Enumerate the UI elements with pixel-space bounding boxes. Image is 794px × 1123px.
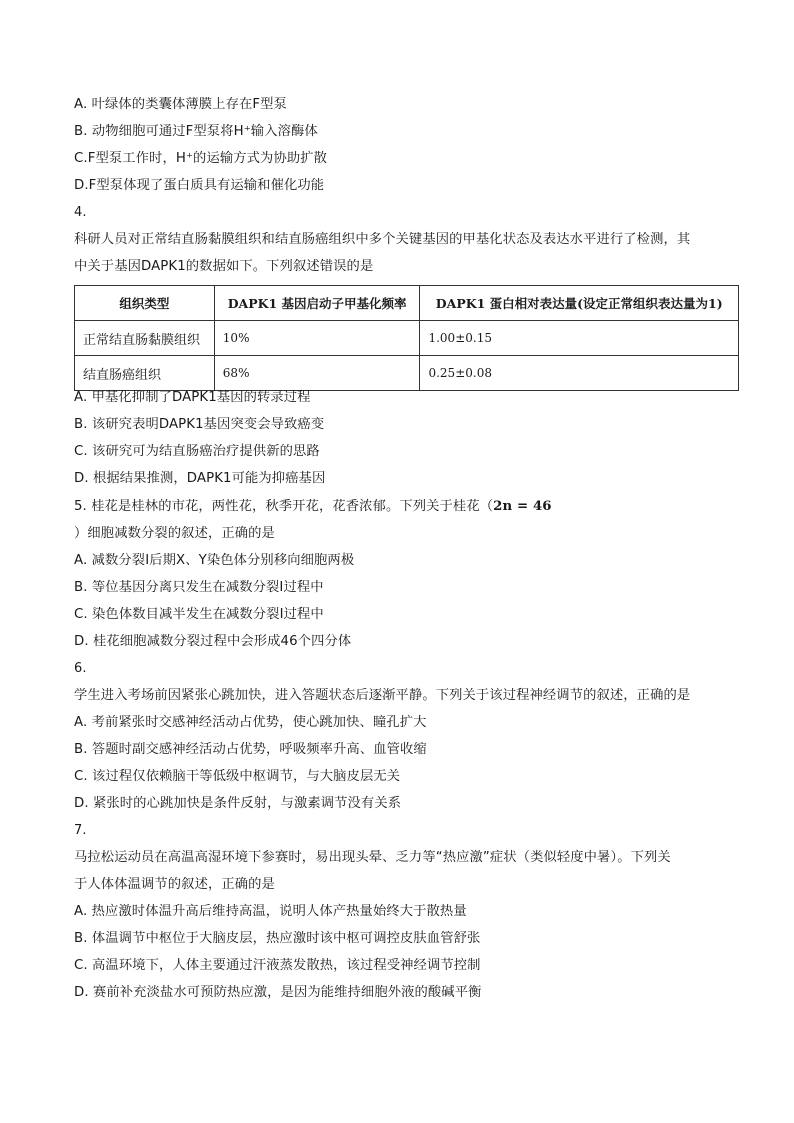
q7-stem-line1: 马拉松运动员在高温高湿环境下参赛时，易出现头晕、乏力等“热应激”症状（类似轻度中暑）。下列关 <box>74 850 671 865</box>
q6-option-b: B. 答题时副交感神经活动占优势，呼吸频率升高、血管收缩 <box>74 742 427 757</box>
q4-stem-line1: 科研人员对正常结直肠黏膜组织和结直肠癌组织中多个关键基因的甲基化状态及表达水平进行了检测，其 <box>74 232 691 247</box>
q5-option-c: C. 染色体数目减半发生在减数分裂Ⅰ过程中 <box>74 607 324 622</box>
table-cell: 0.25±0.08 <box>420 356 739 391</box>
q4-option-c: C. 该研究可为结直肠癌治疗提供新的思路 <box>74 444 320 459</box>
q6-option-c: C. 该过程仅依赖脑干等低级中枢调节，与大脑皮层无关 <box>74 769 401 784</box>
q5-stem-math: 2n = 46 <box>493 499 552 514</box>
q7-option-a: A. 热应激时体温升高后维持高温，说明人体产热量始终大于散热量 <box>74 904 467 919</box>
table-header-row <box>75 286 739 321</box>
q3-option-b: B. 动物细胞可通过F型泵将H⁺输入溶酶体 <box>74 124 318 139</box>
table-cell: 1.00±0.15 <box>420 321 739 356</box>
table-header-cell: DAPK1 蛋白相对表达量(设定正常组织表达量为1) <box>420 286 739 321</box>
table-cell: 68% <box>214 356 420 391</box>
q5-stem-line1 <box>74 498 552 516</box>
q6-stem: 学生进入考场前因紧张心跳加快，进入答题状态后逐渐平静。下列关于该过程神经调节的叙述，正确的是 <box>74 688 691 703</box>
q6-option-d: D. 紧张时的心跳加快是条件反射，与激素调节没有关系 <box>74 796 402 811</box>
q7-number: 7. <box>74 823 87 838</box>
q6-number: 6. <box>74 661 87 676</box>
table-row <box>75 321 739 356</box>
q3-option-a: A. 叶绿体的类囊体薄膜上存在F型泵 <box>74 97 287 112</box>
q3-option-c: C.F型泵工作时，H⁺的运输方式为协助扩散 <box>74 151 328 166</box>
q4-data-table <box>74 285 739 391</box>
q4-option-b: B. 该研究表明DAPK1基因突变会导致癌变 <box>74 417 325 432</box>
q4-stem-line2: 中关于基因DAPK1的数据如下。下列叙述错误的是 <box>74 259 374 274</box>
table-header-cell: DAPK1 基因启动子甲基化频率 <box>214 286 420 321</box>
q7-option-c: C. 高温环境下，人体主要通过汗液蒸发散热，该过程受神经调节控制 <box>74 958 481 973</box>
table-cell: 正常结直肠黏膜组织 <box>75 321 215 356</box>
q5-stem-line2: ）细胞减数分裂的叙述，正确的是 <box>74 526 275 541</box>
q7-option-d: D. 赛前补充淡盐水可预防热应激，是因为能维持细胞外液的酸碱平衡 <box>74 985 482 1000</box>
table-header-cell: 组织类型 <box>75 286 215 321</box>
q5-stem-text: 5. 桂花是桂林的市花，两性花，秋季开花，花香浓郁。下列关于桂花（ <box>74 499 494 514</box>
q7-stem-line2: 于人体体温调节的叙述，正确的是 <box>74 877 275 892</box>
q4-option-a: A. 甲基化抑制了DAPK1基因的转录过程 <box>74 390 311 405</box>
q4-option-d: D. 根据结果推测，DAPK1可能为抑癌基因 <box>74 471 326 486</box>
q6-option-a: A. 考前紧张时交感神经活动占优势，使心跳加快、瞳孔扩大 <box>74 715 427 730</box>
q7-option-b: B. 体温调节中枢位于大脑皮层，热应激时该中枢可调控皮肤血管舒张 <box>74 931 481 946</box>
q5-option-d: D. 桂花细胞减数分裂过程中会形成46个四分体 <box>74 634 352 649</box>
q5-option-a: A. 减数分裂Ⅰ后期X、Y染色体分别移向细胞两极 <box>74 553 355 568</box>
table-cell: 结直肠癌组织 <box>75 356 215 391</box>
table-row <box>75 356 739 391</box>
q5-option-b: B. 等位基因分离只发生在减数分裂Ⅰ过程中 <box>74 580 324 595</box>
q3-option-d: D.F型泵体现了蛋白质具有运输和催化功能 <box>74 178 325 193</box>
q4-number: 4. <box>74 205 87 220</box>
table-cell: 10% <box>214 321 420 356</box>
